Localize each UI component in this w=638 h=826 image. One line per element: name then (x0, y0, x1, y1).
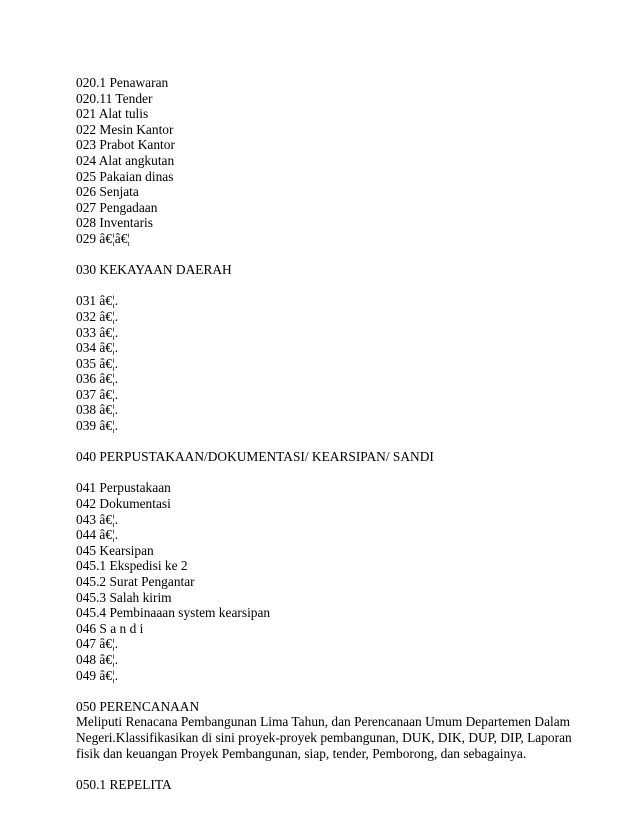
list-item: 041 Perpustakaan (76, 480, 171, 496)
list-item: 045.2 Surat Pengantar (76, 574, 195, 589)
list-item: 046 S a n d i (76, 620, 144, 636)
blank-line (76, 434, 576, 450)
list-item: 043 â€¦. (76, 511, 119, 527)
list-item: 039 â€¦. (76, 418, 119, 434)
list-item: 038 â€¦. (76, 402, 119, 418)
list-item: 022 Mesin Kantor (76, 121, 174, 137)
list-item: 033 â€¦. (76, 324, 119, 340)
section-040-list (76, 480, 576, 683)
list-item: 020.1 Penawaran (76, 75, 169, 90)
list-item: 044 â€¦. (76, 527, 119, 543)
section-040-heading: 040 PERPUSTAKAAN/DOKUMENTASI/ KEARSIPAN/ SANDI (76, 449, 434, 465)
list-item: 045.4 Pembinaaan system kearsipan (76, 605, 271, 621)
list-item: 020.11 Tender (76, 90, 153, 106)
list-item: 045.3 Salah kirim (76, 589, 172, 605)
list-item: 026 Senjata (76, 184, 139, 200)
blank-line (76, 247, 576, 263)
list-item: 042 Dokumentasi (76, 496, 171, 512)
blank-line (76, 465, 576, 481)
list-item: 025 Pakaian dinas (76, 168, 174, 184)
section-050-description (76, 714, 576, 761)
list-item: 031 â€¦. (76, 293, 119, 309)
list-item: 032 â€¦. (76, 308, 119, 324)
list-item: 036 â€¦. (76, 371, 119, 387)
paragraph-line: Negeri.Klassifikasikan di sini proyek-proyek pembangunan, DUK, DIK, DUP, DIP, Laporan (76, 729, 572, 745)
blank-line (76, 683, 576, 699)
paragraph-line: Meliputi Renacana Pembangunan Lima Tahun, dan Perencanaan Umum Departemen Dalam (76, 714, 571, 730)
section-020-list (76, 75, 576, 247)
section-030-list (76, 293, 576, 433)
list-item: 047 â€¦. (76, 636, 119, 652)
document-page (76, 75, 576, 792)
section-050-heading: 050 PERENCANAAN (76, 698, 200, 714)
list-item: 024 Alat angkutan (76, 152, 175, 168)
paragraph-line: fisik dan keuangan Proyek Pembangunan, siap, tender, Pemborong, dan sebagainya. (76, 745, 527, 761)
list-item: 049 â€¦. (76, 667, 119, 683)
list-item: 035 â€¦. (76, 355, 119, 371)
list-item: 029 â€¦â€¦ (76, 230, 131, 246)
section-0501-heading: 050.1 REPELITA (76, 776, 172, 792)
list-item: 027 Pengadaan (76, 199, 158, 215)
list-item: 023 Prabot Kantor (76, 137, 175, 153)
list-item: 037 â€¦. (76, 386, 119, 402)
blank-line (76, 761, 576, 777)
list-item: 028 Inventaris (76, 215, 153, 231)
list-item: 045 Kearsipan (76, 542, 154, 558)
blank-line (76, 278, 576, 294)
list-item: 045.1 Ekspedisi ke 2 (76, 558, 188, 574)
section-030-heading: 030 KEKAYAAN DAERAH (76, 262, 232, 278)
list-item: 021 Alat tulis (76, 106, 149, 122)
list-item: 034 â€¦. (76, 340, 119, 356)
list-item: 048 â€¦. (76, 651, 119, 667)
